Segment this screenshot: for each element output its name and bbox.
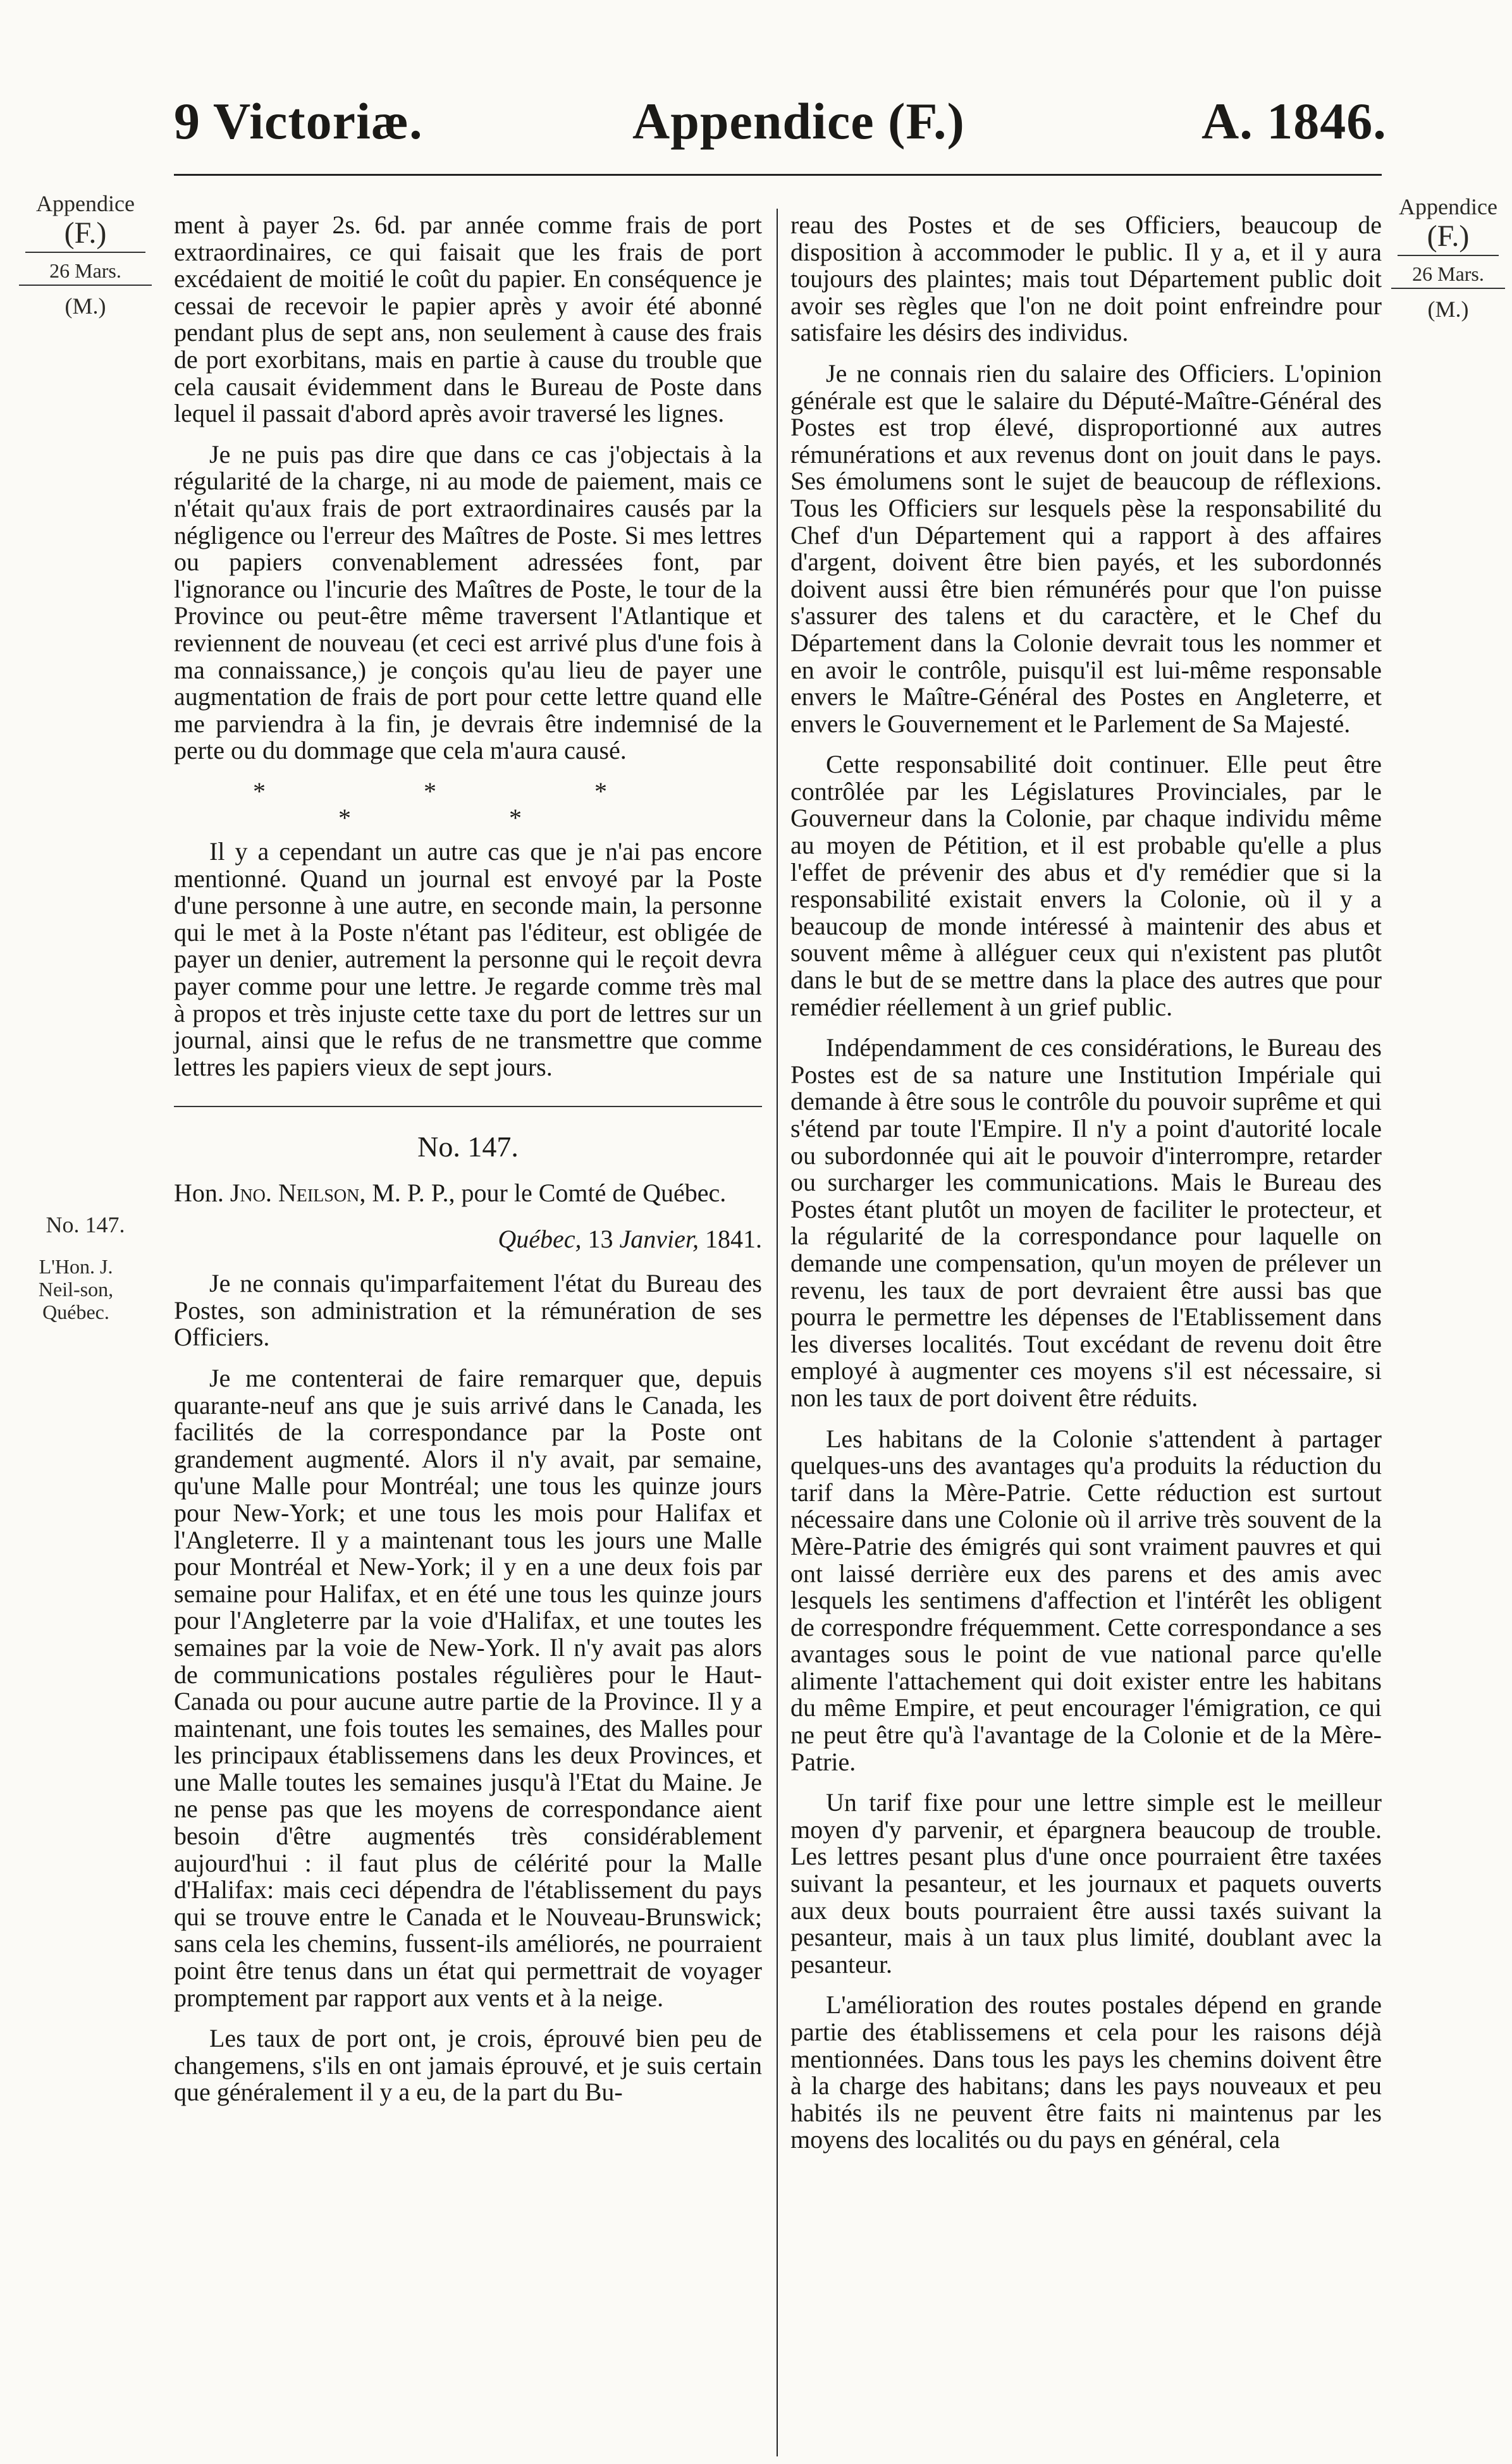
right-paragraph-1: reau des Postes et de ses Officiers, beaucoup de disposition à accommoder le public. Il y a, et il y aura toujours des plaintes; mais tout Département public doit avoir ses règles que l'on ne doit point enfreindre pour satisfaire les désirs des individus. bbox=[790, 211, 1382, 347]
right-margin-notes bbox=[1391, 193, 1505, 323]
right-paragraph-5: Les habitans de la Colonie s'attendent à partager quelques-uns des avantages qu'a produits la réduction du tarif dans la Mère-Patrie. Cette réduction est surtout nécessaire dans une Colonie où il arrive très souvent de la Mère-Patrie des émigrés qui sont vraiment pauvres et qui ont laissé derrière eux des parens et des amis avec lesquels les sentimens d'affection et l'intérêt les obligent de correspondre fréquemment. Cette correspondance a ses avantages sous le point de vue national parce qu'elle alimente l'attachement qui doit exister entre les habitans du même Empire, et peut encourager l'émigration, ce qui ne peut être qu'à l'avantage de la Colonie et de la Mère-Patrie. bbox=[790, 1424, 1382, 1776]
margin-f: (F.) bbox=[64, 216, 107, 250]
ellipsis-stars: * * * * * bbox=[253, 776, 683, 833]
right-column bbox=[790, 212, 1382, 2167]
date-place: Québec, bbox=[498, 1224, 582, 1253]
margin-appendice-right: Appendice bbox=[1399, 194, 1497, 219]
right-paragraph-4: Indépendamment de ces considérations, le Bureau des Postes est de sa nature une Institution Impériale qui demande à être sous le contrôle du pouvoir suprême et qui s'étend par toute l'Empire. Il n'y a point d'autorité locale ou subordonnée qui ait le pouvoir d'interrompre, retarder ou surcharger les communications. Mais le Bureau des Postes étant plutôt un moyen de faciliter le protecteur, et la régularité de la correspondance pour laquelle on demande une compensation, qu'un moyen de prélever un revenu, les taux de port devraient être aussi bas que pourra le permettre les dépenses de l'Etablissement dans les diverses localités. Tout excédant de revenu doit être employé à augmenter ces moyens s'il est nécessaire, si non les taux de port doivent être réduits. bbox=[790, 1033, 1382, 1412]
addressee-rest: M. P. P., pour le Comté de Québec. bbox=[372, 1179, 727, 1207]
date-year: 1841. bbox=[705, 1224, 762, 1253]
margin-date: 26 Mars. bbox=[19, 257, 152, 286]
right-paragraph-3: Cette responsabilité doit continuer. Elle peut être contrôlée par les Législatures Provinciales, par le Gouverneur dans la Colonie, par chaque individu même au moyen de Pétition, et il est probable qu'elle a plus l'effet de prévenir des abus et d'y remédier que si la responsabilité existait envers la Colonie, où il y a beaucoup de monde intéressé à maintenir des abus et souvent même à alléguer ceux qui n'existent pas plutôt dans le but de se mettre dans la place des autres que pour remédier réellement à un grief public. bbox=[790, 750, 1382, 1021]
right-paragraph-7: L'amélioration des routes postales dépend en grande partie des établissemens et cela pour les raisons déjà mentionnées. Dans tous les pays les chemins doivent être à la charge des habitans; dans les pays nouveaux et peu habités ils ne peuvent être faits ni maintenus par les moyens des localités ou du pays en général, cela bbox=[790, 1990, 1382, 2154]
column-divider bbox=[777, 209, 778, 2456]
header-rule bbox=[174, 174, 1382, 176]
margin-brace-right bbox=[1398, 255, 1499, 260]
header-title: Appendice (F.) bbox=[632, 92, 965, 150]
letter-number: No. 147. bbox=[417, 1131, 519, 1163]
left-paragraph-6: Les taux de port ont, je crois, éprouvé bien peu de changemens, s'ils en ont jamais éprouvé, et je suis certain que généralement il y a eu, de la part du Bu- bbox=[174, 2024, 762, 2107]
left-margin-author: L'Hon. J. Neil-son, Québec. bbox=[38, 1255, 114, 1323]
right-paragraph-6: Un tarif fixe pour une lettre simple est le meilleur moyen d'y parvenir, et épargnera beaucoup de trouble. Les lettres pesant plus d'une once pourraient être taxées suivant la pesanteur, et les journaux et paquets ouverts aux deux bouts pourraient être aussi taxés suivant la pesanteur, mais à un taux plus limité, doublant avec la pesanteur. bbox=[790, 1788, 1382, 1978]
section-separator bbox=[174, 1106, 762, 1107]
date-day: 13 bbox=[587, 1224, 613, 1253]
page-header bbox=[0, 79, 1512, 168]
margin-f-right: (F.) bbox=[1427, 219, 1470, 253]
header-session: 9 Victoriæ. bbox=[174, 92, 423, 150]
left-margin-notes bbox=[13, 190, 158, 320]
letter-addressee bbox=[174, 1180, 762, 1207]
date-month: Janvier, bbox=[619, 1224, 699, 1253]
margin-m: (M.) bbox=[65, 293, 106, 319]
left-paragraph-2: Je ne puis pas dire que dans ce cas j'objectais à la régularité de la charge, ni au mode de paiement, mais ce n'était qu'aux frais de port extraordinaires causés par la négligence ou l'erreur des Maîtres de Poste. Si mes lettres ou papiers convenablement adressées font, par l'ignorance ou l'incurie des Maîtres de Poste, le tour de la Province ou peut-être même traversent l'Atlantique et reviennent de nouveau (et ceci est arrivé plus d'une fois à ma connaissance,) je conçois qu'au lieu de payer une augmentation de frais de port pour cette lettre quand elle me parviendra à la fin, je devrais être indemnisé de la perte ou du dommage que cela m'aura causé. bbox=[174, 439, 762, 765]
margin-appendice: Appendice bbox=[36, 191, 135, 216]
addressee-hon: Hon. bbox=[174, 1179, 224, 1207]
left-paragraph-3: Il y a cependant un autre cas que je n'ai pas encore mentionné. Quand un journal est envoyé par la Poste d'une personne à une autre, en seconde main, la personne qui le met à la Poste n'étant pas l'éditeur, est obligée de payer un denier, autrement la personne qui le reçoit devra payer comme pour une lettre. Je regarde comme très mal à propos et très injuste cette taxe du port de lettres sur un journal, ainsi que le refus de ne transmettre que comme lettres les papiers vieux de sept jours. bbox=[174, 837, 762, 1081]
margin-date-right: 26 Mars. bbox=[1391, 260, 1505, 289]
addressee-name: Jno. Neilson, bbox=[230, 1179, 366, 1207]
letter-dateline bbox=[174, 1226, 762, 1253]
left-paragraph-1: ment à payer 2s. 6d. par année comme frais de port extraordinaires, ce qui faisait que les frais de port excédaient de moitié le coût du papier. En conséquence je cessai de recevoir le papier après y avoir été abonné pendant plus de sept ans, non seulement à cause des frais de port exorbitans, mais en partie à cause du trouble que cela causait évidemment dans le Bureau de Poste dans lequel il passait d'abord après avoir traversé les lignes. bbox=[174, 211, 762, 428]
margin-brace bbox=[25, 252, 145, 257]
left-margin-letter-no: No. 147. bbox=[46, 1212, 125, 1237]
right-paragraph-2: Je ne connais rien du salaire des Officiers. L'opinion générale est que le salaire du Député-Maître-Général des Postes est trop élevé, disproportionné aux autres rémunérations et aux revenus dont on jouit dans le pays. Ses émolumens sont le sujet de beaucoup de réflexions. Tous les Officiers sur lesquels pèse la responsabilité du Chef d'un Département qui a rapport à des affaires d'argent, doivent être bien payés, et les subordonnés doivent aussi être bien rémunérés pour que l'on puisse s'assurer des talens et du caractère, et le Chef du Département dans la Colonie devrait tous les nommer et en avoir le contrôle, puisqu'il est lui-même responsable envers le Maître-Général des Postes en Angleterre, et envers le Gouvernement et le Parlement de Sa Majesté. bbox=[790, 359, 1382, 738]
left-paragraph-5: Je me contenterai de faire remarquer que, depuis quarante-neuf ans que je suis arrivé dans le Canada, les facilités de la correspondance par la Poste ont grandement augmenté. Alors il n'y avait, par semaine, qu'une Malle pour Montréal; une tous les quinze jours pour New-York; et une tous les mois pour Halifax et l'Angleterre. Il y a maintenant tous les jours une Malle pour Montréal et New-York; il y en a une deux fois par semaine pour Halifax, et en été une tous les quinze jours pour l'Angleterre par la voie d'Halifax, et une toutes les semaines par la voie de New-York. Il n'y avait pas alors de communications postales régulières pour le Haut-Canada ou pour aucune autre partie de la Province. Il y a maintenant, une fois toutes les semaines, des Malles pour les principaux établissemens dans les deux Provinces, et une Malle toutes les semaines jusqu'à l'Etat du Maine. Je ne pense pas que les moyens de correspondance aient besoin d'être augmentés très considérablement aujourd'hui : il faut plus de célérité pour la Malle d'Halifax: mais ceci dépendra de l'établissement du pays qui se trouve entre le Canada et le Nouveau-Brunswick; sans cela les chemins, fussent-ils améliorés, ne pourraient point être tenus dans un état qui permettrait de voyager promptement par rapport aux vents et à la neige. bbox=[174, 1363, 762, 2012]
left-paragraph-4: Je ne connais qu'imparfaitement l'état du Bureau des Postes, son administration et la rémunération de ses Officiers. bbox=[174, 1269, 762, 1352]
left-column bbox=[174, 212, 762, 2120]
margin-m-right: (M.) bbox=[1427, 297, 1469, 322]
header-year: A. 1846. bbox=[1202, 92, 1387, 150]
